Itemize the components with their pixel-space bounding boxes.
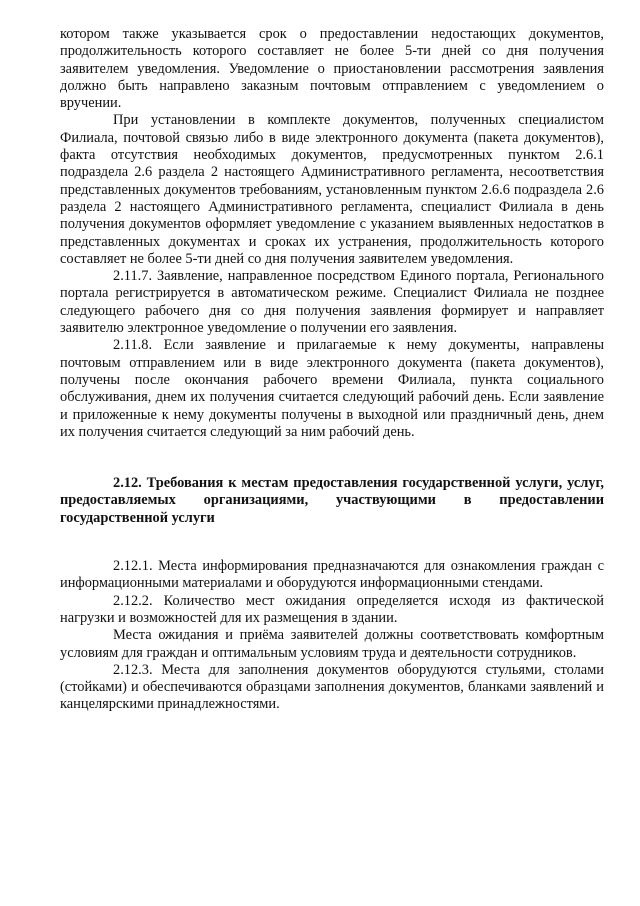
paragraph-waiting-places: Места ожидания и приёма заявителей должны соответствовать комфортным условиям для граждан и оптимальным условиям труда и деятельности сотрудников. (60, 627, 604, 661)
paragraph-incomplete-documents: При установлении в комплекте документов, полученных специалистом Филиала, почтовой связью либо в виде электронного документа (пакета документов), факта отсутствия необходимых документов, предусмотренных пунктом 2.6.1 подраздела 2.6 раздела 2 настоящего Административного регламента, несоответствия представленных документов требованиям, установленным пунктом 2.6.6 подраздела 2.6 раздела 2 настоящего Административного регламента, специалист Филиала в день получения документов оформляет уведомление с указанием выявленных недостатков в представленных документах и сроках их устранения, продолжительность которого составляет не более 5-ти дней со дня получения заявителем уведомления. (60, 112, 604, 267)
paragraph-2-12-3: 2.12.3. Места для заполнения документов оборудуются стульями, столами (стойками) и обеспечиваются образцами заполнения документов, бланками заявлений и канцелярскими принадлежностями. (60, 661, 604, 713)
paragraph-2-12-1: 2.12.1. Места информирования предназначаются для ознакомления граждан с информационными материалами и оборудуются информационными стендами. (60, 558, 604, 592)
paragraph-2-11-8: 2.11.8. Если заявление и прилагаемые к нему документы, направлены почтовым отправлением или в виде электронного документа (пакета документов), получены после окончания рабочего времени Филиала, пункта социального обслуживания, днем их получения считается следующий рабочий день. Если заявление и приложенные к нему документы получены в выходной или праздничный день, днем их получения считается следующий за ним рабочий день. (60, 337, 604, 440)
paragraph-2-12-2: 2.12.2. Количество мест ожидания определяется исходя из фактической нагрузки и возможностей для их размещения в здании. (60, 592, 604, 626)
paragraph-2-11-7: 2.11.7. Заявление, направленное посредством Единого портала, Регионального портала регистрируется в автоматическом режиме. Специалист Филиала не позднее следующего рабочего дня со дня получения заявления формирует и направляет заявителю электронное уведомление о получении его заявления. (60, 268, 604, 337)
section-heading-2-12: 2.12. Требования к местам предоставления государственной услуги, услуг, предоставляемых организациями, участвующими в предоставлении государственной услуги (60, 475, 604, 526)
paragraph-notification-continuation: котором также указывается срок о предоставлении недостающих документов, продолжительность которого составляет не более 5-ти дней со дня получения заявителем уведомления. Уведомление о приостановлении рассмотрения заявления должно быть направлено заказным почтовым отправлением с уведомлением о вручении. (60, 26, 604, 112)
